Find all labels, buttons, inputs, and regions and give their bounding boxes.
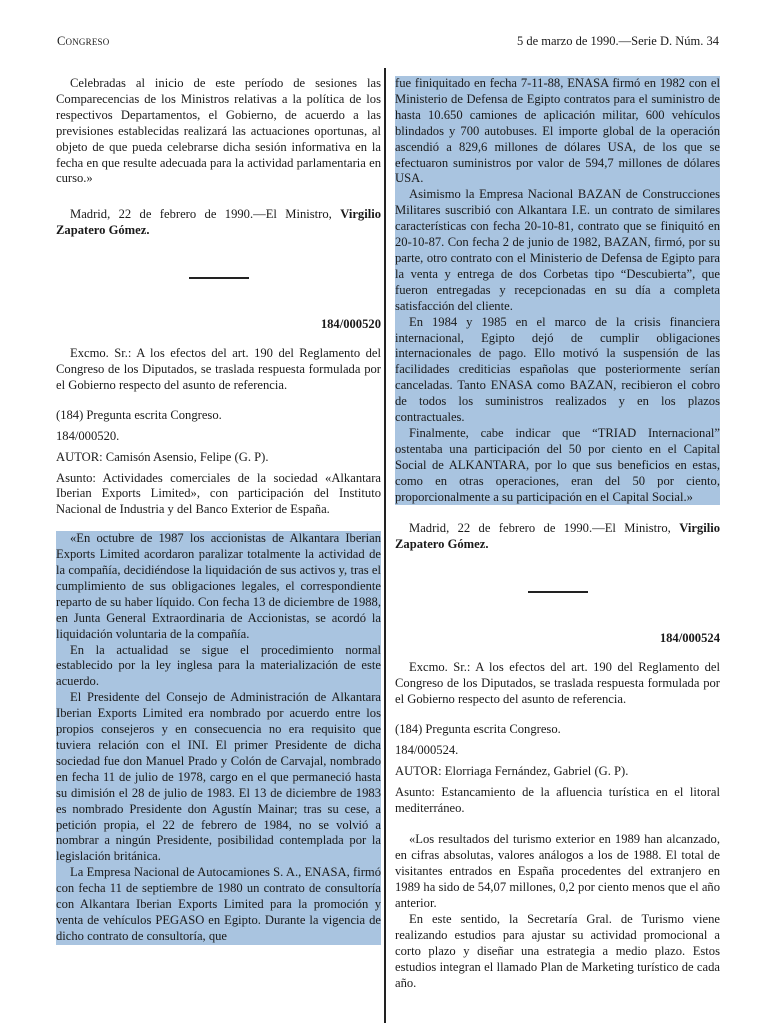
answer-paragraph: Finalmente, cabe indicar que “TRIAD Internacional” ostentaba una participación del 50 por ciento en el Capital Social de ALKANTARA, por lo que sus beneficios en estas, como en otras operaciones, eran del 50 por ciento, proporcionalmente a su participación en el Capital Social.»	[395, 425, 720, 504]
pregunta-line: (184) Pregunta escrita Congreso.	[56, 407, 222, 422]
answer-paragraph: «Los resultados del turismo exterior en 1989 han alcanzado, en cifras absolutas, valores análogos a los de 1988. El total de visitantes entrados en España procedentes del extranjero en 1989 ha sido de 54,07 millones, 0,2 por ciento menos que el año anterior.	[395, 832, 720, 911]
intro-paragraph: Celebradas al inicio de este período de sesiones las Comparecencias de los Ministros relativas a la política de los respectivos Departamentos, el Gobierno, de acuerdo a las previsiones establecidas realizará las actuaciones oportunas, al objeto de que pueda celebrarse dicha sesión informativa en la fecha en que resulte adecuada para la actividad parlamentaria en curso.»	[56, 76, 381, 186]
answer-paragraph: En este sentido, la Secretaría Gral. de Turismo viene realizando estudios para ajustar su actividad promocional a corto plazo y diseñar una estrategia a medio plazo. Estos estudios integran el llamado Plan de Marketing turístico de cada año.	[395, 911, 720, 990]
signature-text: Madrid, 22 de febrero de 1990.—El Ministro,	[70, 207, 341, 222]
reference-number: 184/000520	[320, 317, 381, 332]
header-publication: Congreso	[57, 34, 110, 48]
highlighted-answer	[56, 531, 381, 945]
section-separator	[528, 591, 588, 593]
excmo-paragraph: Excmo. Sr.: A los efectos del art. 190 del Reglamento del Congreso de los Diputados, se traslada respuesta formulada por el Gobierno respecto del asunto de referencia.	[56, 346, 381, 392]
signature	[395, 521, 720, 553]
answer-paragraph: En 1984 y 1985 en el marco de la crisis financiera internacional, Egipto dejó de cumplir obligaciones internacionales de pago. Ello motivó la suspensión de las facilidades crediticias españolas que posteriormente serían canceladas. Tanto ENASA como BAZAN, recibieron el cobro de todos los suministros realizados y en los plazos contractuales.	[395, 314, 720, 425]
autor-line: AUTOR: Camisón Asensio, Felipe (G. P).	[56, 449, 269, 464]
excmo-paragraph: Excmo. Sr.: A los efectos del art. 190 del Reglamento del Congreso de los Diputados, se traslada respuesta formulada por el Gobierno respecto del asunto de referencia.	[395, 660, 720, 706]
reference-number: 184/000524	[659, 631, 720, 646]
section-separator	[189, 277, 249, 279]
page-header	[57, 34, 717, 52]
pregunta-line: (184) Pregunta escrita Congreso.	[395, 721, 561, 736]
answer-paragraph: Asimismo la Empresa Nacional BAZAN de Construcciones Militares suscribió con Alkantara I.E. un contrato de similares características con fecha 20-10-81, contrato que se finiquitó en 20-10-87. Con fecha 2 de junio de 1982, BAZAN, firmó, por su parte, otro contrato con el Ministerio de Defensa de Egipto para la venta y entrega de dos Corbetas tipo “Descubierta”, que fueron entregadas y recepcionadas en su día a completa satisfacción del cliente.	[395, 187, 720, 313]
signature-name: Virgilio Zapatero Gómez.	[395, 521, 720, 552]
answer-paragraph: La Empresa Nacional de Autocamiones S. A., ENASA, firmó con fecha 11 de septiembre de 1980 un contrato de consultoría con Alkantara Iberian Exports Limited para la promoción y venta de vehículos PEGASO en Egipto. Durante la vigencia de dicho contrato de consultoría, que	[56, 865, 381, 943]
expediente-number: 184/000520.	[56, 428, 120, 443]
header-date-series: 5 de marzo de 1990.—Serie D. Núm. 34	[516, 34, 719, 48]
signature-text: Madrid, 22 de febrero de 1990.—El Ministro,	[409, 521, 680, 536]
asunto-paragraph: Asunto: Estancamiento de la afluencia turística en el litoral mediterráneo.	[395, 784, 720, 815]
answer-paragraph: fue finiquitado en fecha 7-11-88, ENASA firmó en 1982 con el Ministerio de Defensa de Egipto contratos para el suministro de hasta 10.650 camiones de aplicación militar, 600 vehículos blindados y 700 autobuses. El importe global de la operación ascendió a 829,6 millones de dólares USA, de los que se efectuaron suministros por valor de 594,7 millones de dólares USA.	[395, 76, 720, 186]
signature	[56, 207, 381, 239]
answer-paragraph: En la actualidad se sigue el procedimiento normal establecido por la ley inglesa para la materialización de este acuerdo.	[56, 642, 381, 689]
answer-paragraph: «En octubre de 1987 los accionistas de Alkantara Iberian Exports Limited acordaron paralizar totalmente la actividad de la compañía, decidiéndose la liquidación de sus activos y, tras el cumplimiento de sus obligaciones legales, el correspondiente reparto de su haber líquido. Con fecha 13 de diciembre de 1988, en Junta General Extraordinaria de Accionistas, se acordó la liquidación voluntaria de la compañía.	[56, 531, 381, 641]
answer-paragraph: El Presidente del Consejo de Administración de Alkantara Iberian Exports Limited era nombrado por acuerdo entre los propios consejeros y en consecuencia no era requisito que tuviera relación con el INI. El primer Presidente de dicha sociedad fue don Manuel Prado y Colón de Carvajal, nombrado en fecha 11 de julio de 1978, cargo en el que permaneció hasta su dimisión el 28 de julio de 1983. El 13 de diciembre de 1983 es nombrado Presidente don Agustín Mainar; tras su cese, a petición propia, el 22 de febrero de 1984, no se volvió a nombrar a ningún Presidente, posibilidad contemplada por la legislación británica.	[56, 690, 381, 864]
highlighted-answer-continued	[395, 76, 720, 505]
left-column	[56, 76, 381, 945]
expediente-number: 184/000524.	[395, 742, 459, 757]
autor-line: AUTOR: Elorriaga Fernández, Gabriel (G. P).	[395, 763, 629, 778]
column-divider	[384, 68, 386, 1023]
asunto-paragraph: Asunto: Actividades comerciales de la sociedad «Alkantara Iberian Exports Limited», con participación del Instituto Nacional de Industria y del Banco Exterior de España.	[56, 470, 381, 517]
right-column	[395, 76, 720, 992]
signature-name: Virgilio Zapatero Gómez.	[56, 207, 381, 238]
